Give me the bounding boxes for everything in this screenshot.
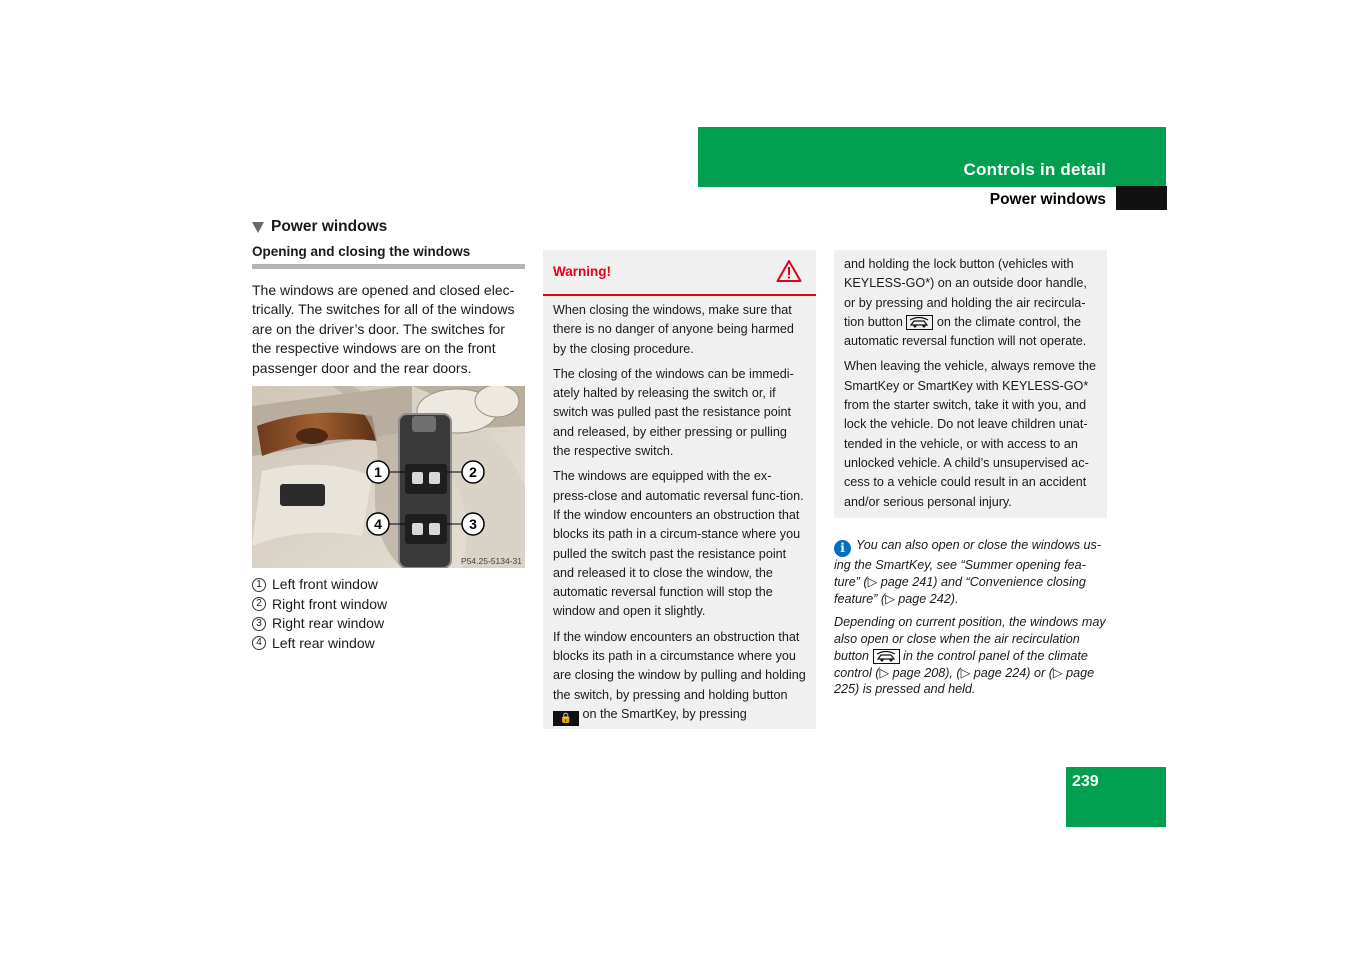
legend-item: 3 Right rear window	[252, 614, 525, 634]
legend-item: 4 Left rear window	[252, 634, 525, 654]
warning-paragraph: If the window encounters an obstruction that blocks its path in a circumstance where you are closing the window by pulling and holding the switch, by pressing and holding button 🔒 on the SmartKey, by pressing	[553, 629, 806, 724]
triangle-down-icon	[252, 222, 264, 233]
warning-body	[834, 250, 1107, 512]
warning-box	[543, 250, 816, 729]
callout-1	[367, 461, 389, 483]
legend-item: 1 Left front window	[252, 575, 525, 595]
warning-body	[543, 296, 816, 726]
chapter-title: Controls in detail	[963, 160, 1106, 179]
page-number-band	[1066, 767, 1166, 827]
notes	[834, 537, 1107, 705]
legend-item: 2 Right front window	[252, 595, 525, 615]
section-marker	[1116, 186, 1167, 210]
callout-3	[462, 513, 484, 535]
photo-code: P54.25-5134-31	[461, 556, 522, 567]
window-switch-photo	[252, 386, 525, 568]
warning-paragraph: and holding the lock button (vehicles with KEYLESS-GO*) on an outside door handle, or by pressing and holding the air recircula-tion button on the climate control, the automatic reversal function will not operate.	[844, 257, 1087, 349]
left-column	[252, 218, 525, 653]
svg-text:1: 1	[374, 464, 382, 481]
section-title: Power windows	[252, 218, 525, 236]
legend	[252, 575, 525, 653]
svg-text:2: 2	[469, 464, 477, 481]
page-number: 239	[1072, 773, 1099, 790]
svg-text:3: 3	[469, 516, 477, 533]
air-recirculation-icon	[873, 649, 900, 664]
warning-header	[543, 250, 816, 296]
info-note: i You can also open or close the windows us-ing the SmartKey, see “Summer opening fea-ture” (▷ page 241) and “Convenience closing feature” (▷ page 242).	[834, 538, 1102, 606]
callout-4	[367, 513, 389, 535]
section-header: Power windows	[989, 191, 1106, 208]
svg-text:4: 4	[374, 516, 382, 533]
info-icon: i	[834, 540, 851, 557]
warning-title: Warning!	[553, 264, 611, 279]
lock-button-icon: 🔒	[553, 711, 579, 726]
header-band	[698, 127, 1166, 187]
intro-text: The windows are opened and closed elec-trically. The switches for all of the windows are on the driver’s door. The switches for the respective windows are on the front passenger door and the rear doors.	[252, 282, 515, 376]
warning-triangle-icon	[776, 259, 802, 288]
warning-continuation-box	[834, 250, 1107, 518]
warning-paragraph: When closing the windows, make sure that there is no danger of anyone being harmed by the closing procedure.	[553, 303, 794, 356]
warning-paragraph: When leaving the vehicle, always remove the SmartKey or SmartKey with KEYLESS-GO* from the starter switch, take it with you, and lock the vehicle. Do not leave children unat-tended in the vehicle, or with access to an unlocked vehicle. A child’s unsupervised ac-cess to a vehicle could result in an accident and/or serious personal injury.	[844, 359, 1097, 509]
subsection-title: Opening and closing the windows	[252, 244, 525, 269]
air-recirculation-icon	[906, 315, 933, 330]
warning-paragraph: The closing of the windows can be immedi-ately halted by releasing the switch or, if switch was pulled past the resistance point and released, by either pressing or pulling the respective switch.	[553, 366, 794, 459]
callout-2	[462, 461, 484, 483]
warning-paragraph: The windows are equipped with the ex-press-close and automatic reversal func-tion. If the window encounters an obstruction that blocks its path in a circum-stance where you pulled the switch past the resistance point and released it to close the window, the automatic reversal function will stop the window and open it slightly.	[553, 469, 804, 619]
note-paragraph: Depending on current position, the windows may also open or close when the air recirculation button in the control panel of the climate control (▷ page 208), (▷ page 224) or (▷ page 225) is pressed and held.	[834, 615, 1106, 697]
